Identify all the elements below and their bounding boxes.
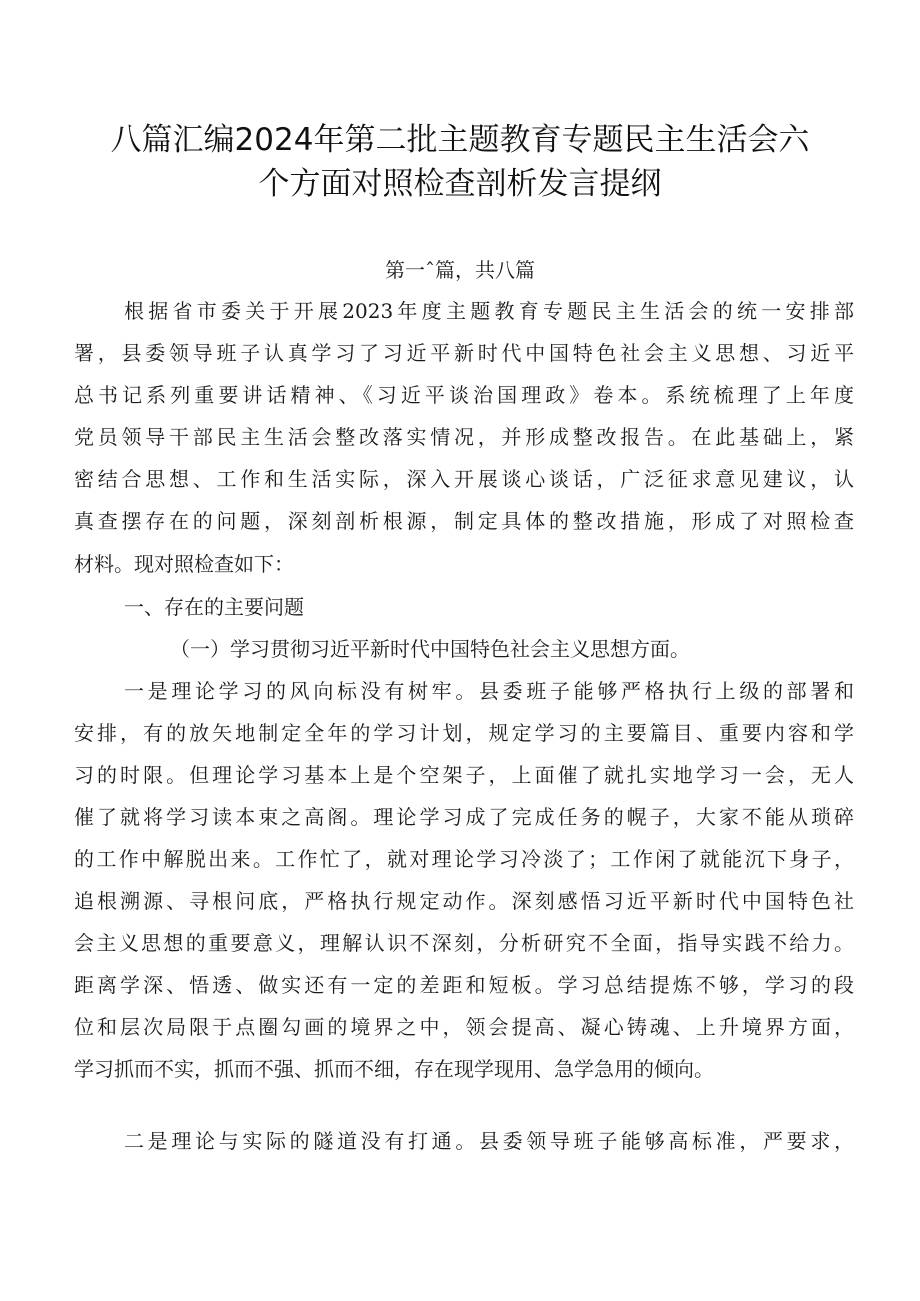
paragraph-2-line: 位和层次局限于点圈勾画的境界之中，领会提高、凝心铸魂、上升境界方面， — [74, 1015, 854, 1039]
document-title-line-1: 八篇汇编2024年第二批主题教育专题民主生活会六 — [110, 122, 810, 158]
paragraph-2-line: 学习抓而不实，抓而不强、抓而不细，存在现学现用、急学急用的倾向。 — [74, 1057, 714, 1081]
paragraph-2-line: 安排，有的放矢地制定全年的学习计划，规定学习的主要篇目、重要内容和学 — [74, 721, 854, 745]
paragraph-2-line: 催了就将学习读本束之高阁。理论学习成了完成任务的幌子，大家不能从琐碎 — [74, 805, 854, 829]
paragraph-1-line: 材料。现对照检查如下： — [74, 552, 294, 576]
paragraph-1-line: 密结合思想、工作和生活实际，深入开展谈心谈话，广泛征求意见建议，认 — [74, 467, 854, 491]
paragraph-1-line: 真查摆存在的问题，深刻剖析根源，制定具体的整改措施，形成了对照检查 — [74, 509, 854, 533]
document-title-line-2: 个方面对照检查剖析发言提纲 — [258, 166, 662, 202]
paragraph-1-line: 总书记系列重要讲话精神、《习近平谈治国理政》卷本。系统梳理了上年度 — [74, 383, 854, 407]
paragraph-3-line: 二是理论与实际的隧道没有打通。县委领导班子能够高标准，严要求， — [124, 1129, 854, 1153]
paragraph-2-line: 习的时限。但理论学习基本上是个空架子，上面催了就扎实地学习一会，无人 — [74, 763, 854, 787]
paragraph-2-line: 距离学深、悟透、做实还有一定的差距和短板。学习总结提炼不够，学习的段 — [74, 973, 854, 997]
paragraph-1-line: 署，县委领导班子认真学习了习近平新时代中国特色社会主义思想、习近平 — [74, 341, 854, 365]
subsection-heading: （一）学习贯彻习近平新时代中国特色社会主义思想方面。 — [170, 637, 690, 661]
section-heading: 一、存在的主要问题 — [124, 595, 304, 619]
paragraph-1-line: 党员领导干部民主生活会整改落实情况，并形成整改报告。在此基础上，紧 — [74, 425, 854, 449]
part-indicator: 第一ˆ篇，共八篇 — [385, 258, 535, 282]
paragraph-1-line: 根据省市委关于开展2023年度主题教育专题民主生活会的统一安排部 — [124, 299, 854, 323]
paragraph-2-line: 会主义思想的重要意义，理解认识不深刻，分析研究不全面，指导实践不给力。 — [74, 931, 854, 955]
paragraph-2-line: 追根溯源、寻根问底，严格执行规定动作。深刻感悟习近平新时代中国特色社 — [74, 889, 854, 913]
paragraph-2-line: 一是理论学习的风向标没有树牢。县委班子能够严格执行上级的部署和 — [124, 679, 854, 703]
paragraph-2-line: 的工作中解脱出来。工作忙了，就对理论学习冷淡了；工作闲了就能沉下身子， — [74, 847, 854, 871]
